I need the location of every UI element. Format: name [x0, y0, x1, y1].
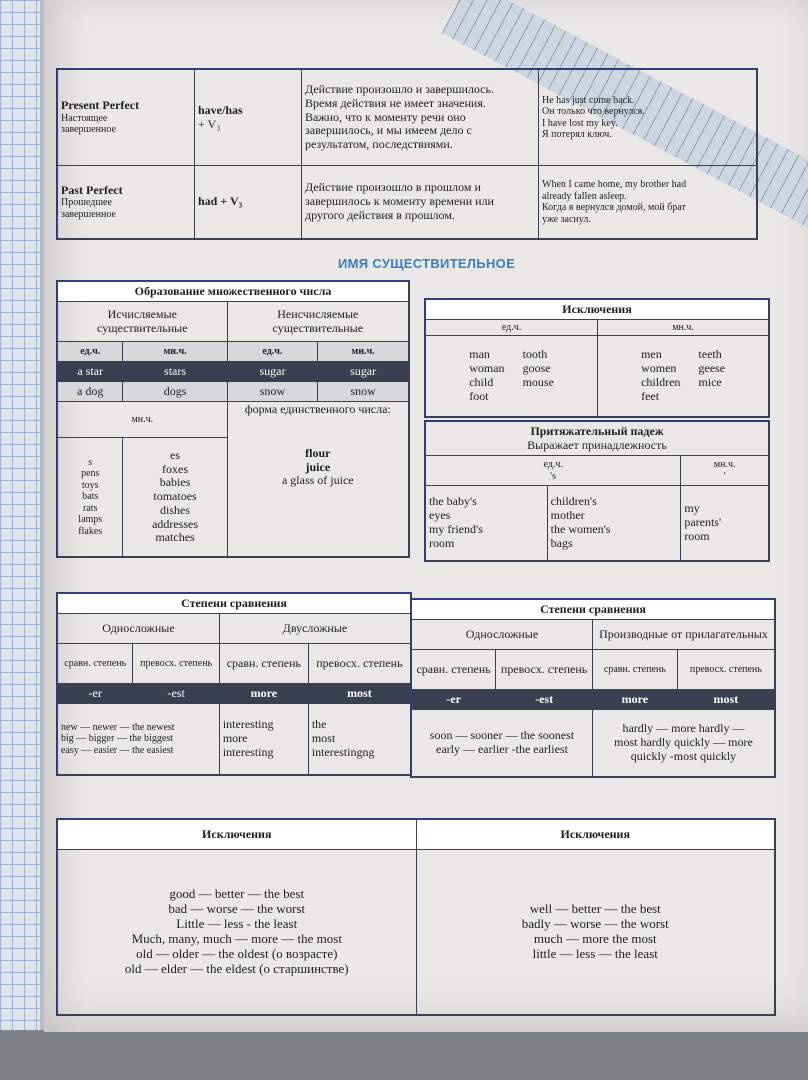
tense-table [56, 68, 758, 240]
example: big — bigger — the biggest [61, 733, 173, 745]
example: interestingng [311, 744, 375, 759]
s-word: lamps [78, 514, 103, 526]
exception-line: bad — worse — the worst [168, 901, 306, 917]
example-line: He has just come back. [542, 94, 635, 106]
suffix: -er [58, 684, 133, 704]
pl-suffix: ' [723, 470, 726, 482]
suffix: more [219, 684, 308, 704]
tense-name-cell [58, 166, 195, 239]
example-line: Он только что вернулся. [542, 106, 645, 117]
word: mouse [522, 375, 554, 389]
cell: sugar [227, 362, 318, 382]
uncount-example: a glass of juice [281, 473, 354, 488]
es-word: addresses [152, 516, 199, 531]
word: room [429, 535, 455, 550]
uncount-cell [227, 402, 408, 557]
possessive-title: Притяжательный падеж [530, 423, 664, 438]
cell: a dog [58, 382, 123, 402]
comparison-title: Степени сравнения [412, 600, 775, 620]
possessive-col [681, 486, 769, 561]
suffix: -est [496, 690, 593, 710]
word: my [684, 501, 700, 516]
cell: sugar [318, 362, 409, 382]
exception-line: good — better — the best [169, 886, 305, 902]
pl-header: мн.ч. [318, 342, 409, 362]
desc-line: завершилось, и мы имеем дело с [305, 123, 472, 138]
adv-exceptions [416, 850, 775, 1015]
di-header: Двусложные [219, 614, 410, 644]
mono-examples [58, 704, 220, 775]
exceptions-title: Исключения [426, 300, 769, 320]
exception-line: old — older — the oldest (о возрасте) [136, 945, 338, 961]
derived-examples [592, 710, 774, 777]
pl-header [681, 456, 769, 486]
es-label: es [170, 447, 181, 462]
example-line: already fallen asleep. [542, 190, 627, 202]
exception-line: much — more the most [533, 931, 657, 946]
tense-formula2: + V₃ [198, 116, 221, 131]
adj-exceptions [58, 850, 417, 1015]
mono-header: Односложные [58, 614, 220, 644]
suffix: most [308, 684, 410, 704]
exceptions-title: Исключения [416, 820, 775, 850]
example-line: When I came home, my brother had [542, 179, 687, 190]
es-word: foxes [162, 461, 189, 476]
countable-header: Исчисляемые существительные [58, 302, 228, 342]
suffix: more [592, 690, 677, 710]
cell: dogs [123, 382, 227, 402]
uncount-example: flour [305, 445, 331, 460]
sup-header: превосх. степень [308, 644, 410, 684]
desc-line: Действие произошло и завершилось. [305, 82, 494, 96]
s-word: toys [81, 479, 99, 491]
cell: stars [123, 362, 227, 382]
comp-header: сравн. степень [592, 650, 677, 690]
section-title: ИМЯ СУЩЕСТВИТЕЛЬНОЕ [338, 256, 516, 271]
sg-header: ед.ч. [227, 342, 318, 362]
plural-title: Образование множественного числа [58, 282, 409, 302]
example: new — newer — the newest [61, 721, 175, 733]
mono-examples [412, 710, 593, 777]
sg-header [426, 456, 681, 486]
s-word: bats [82, 491, 99, 503]
word: geese [698, 361, 726, 376]
tense-ru2: завершенное [61, 124, 116, 136]
example: hardly — more hardly — [622, 721, 745, 736]
desc-line: Время действия не имеет значения. [305, 95, 486, 110]
word: mother [550, 508, 585, 523]
plural-table [56, 280, 410, 558]
sup-header: превосх. степень [677, 650, 774, 690]
possessive-header [426, 422, 769, 456]
tense-desc-cell [302, 70, 539, 166]
sg-exceptions [426, 336, 598, 417]
comp-header: сравн. степень [58, 644, 133, 684]
word: man [469, 347, 490, 362]
example: the [311, 717, 327, 732]
example: soon — sooner — the soonest [429, 728, 575, 743]
example-line: уже заснул. [542, 213, 591, 225]
uncount-example: juice [305, 459, 331, 474]
cell: snow [227, 382, 318, 402]
exceptions-title: Исключения [58, 820, 417, 850]
s-label: s [88, 456, 93, 468]
word: teeth [698, 347, 722, 362]
s-word: flakes [78, 525, 103, 537]
example: early — earlier -the earliest [436, 742, 568, 756]
s-word: rats [83, 502, 98, 514]
derived-header: Производные от прилагательных [592, 620, 774, 650]
example: most hardly quickly — more [614, 735, 753, 750]
adv-comparison-table [410, 598, 776, 778]
word: feet [641, 388, 660, 403]
sg-header: ед.ч. [58, 342, 123, 362]
sg-suffix: 's [550, 470, 556, 482]
desc-line: завершилось к моменту времени или [305, 194, 494, 209]
suffix: most [677, 690, 774, 710]
exception-line: well — better — the best [529, 901, 661, 917]
possessive-col [426, 486, 548, 561]
example-line: I have lost my key. [542, 117, 618, 129]
tense-name: Present Perfect [61, 98, 140, 113]
word: my friend's [429, 522, 483, 536]
example: interesting [222, 717, 274, 732]
exception-line: Much, many, much — more — the most [131, 931, 342, 946]
exception-line: Little — less - the least [176, 916, 298, 932]
comp-header: сравн. степень [219, 644, 308, 684]
possessive-table [424, 420, 770, 562]
tense-ru: Настоящее [61, 112, 108, 124]
word: tooth [522, 347, 548, 362]
exception-line: old — elder — the eldest (о старшинстве) [124, 960, 349, 976]
di-sup-examples [308, 704, 410, 775]
es-word: matches [155, 530, 195, 545]
word: the baby's [429, 494, 477, 509]
mono-header: Односложные [412, 620, 593, 650]
pl-header: мн.ч. [598, 320, 769, 336]
comp-header: сравн. степень [412, 650, 496, 690]
tense-ru: Прошедшее [61, 197, 112, 209]
s-word: pens [81, 468, 100, 480]
tense-formula: had + V₃ [195, 166, 302, 239]
tense-desc-cell [302, 166, 539, 239]
noun-exceptions-table [424, 298, 770, 418]
word: room [684, 528, 710, 543]
uncountable-header: Неисчисляемые существительные [227, 302, 408, 342]
sg-header: ед.ч. [426, 320, 598, 336]
es-column [123, 438, 227, 557]
example: most [311, 731, 336, 746]
desc-line: результатом, последствиями. [305, 137, 453, 152]
word: goose [522, 361, 551, 376]
tense-name: Past Perfect [61, 182, 123, 197]
example-line: Я потерял ключ. [542, 129, 612, 140]
word: the women's [550, 522, 611, 536]
example: quickly -most quickly [630, 748, 737, 763]
tense-name-cell [58, 70, 195, 166]
word: foot [469, 388, 489, 403]
pl-header: мн.ч. [58, 402, 228, 438]
possessive-col [547, 486, 681, 561]
example: easy — easier — the easiest [61, 744, 174, 756]
cell: snow [318, 382, 409, 402]
desc-line: Действие произошло в прошлом и [305, 180, 481, 195]
tense-example-cell [539, 70, 757, 166]
exception-line: little — less — the least [532, 945, 658, 961]
word: mice [698, 375, 722, 389]
word: children [641, 375, 681, 389]
tense-example-cell [539, 166, 757, 239]
sup-header: превосх. степень [496, 650, 593, 690]
possessive-subtitle: Выражает принадлежность [527, 437, 667, 452]
word: men [641, 347, 662, 362]
adj-comparison-table [56, 592, 412, 776]
word: eyes [429, 508, 451, 523]
sup-header: превосх. степень [133, 644, 219, 684]
suffix: -est [133, 684, 219, 704]
pl-label: мн.ч. [713, 459, 736, 470]
tense-formula-cell [195, 70, 302, 166]
word: child [469, 375, 494, 389]
word: parents' [684, 515, 722, 530]
s-column [58, 438, 123, 557]
word: women [641, 361, 677, 376]
exception-line: badly — worse — the worst [521, 916, 669, 932]
form-label: форма единственного числа: [244, 402, 391, 416]
cell: a star [58, 362, 123, 382]
desc-line: другого действия в прошлом. [305, 207, 455, 222]
comparison-title: Степени сравнения [58, 594, 411, 614]
example-line: Когда я вернулся домой, мой брат [542, 202, 686, 213]
word: woman [469, 361, 505, 376]
suffix: -er [412, 690, 496, 710]
pl-header: мн.ч. [123, 342, 227, 362]
example: interesting [222, 744, 274, 759]
es-word: dishes [160, 502, 191, 517]
es-word: tomatoes [153, 489, 197, 504]
desc-line: Важно, что к моменту речи оно [305, 109, 466, 124]
comparison-exceptions-table [56, 818, 776, 1016]
desk-surface [0, 1030, 808, 1080]
sg-label: ед.ч. [543, 459, 563, 470]
tense-formula: have/has [198, 102, 243, 117]
di-comp-examples [219, 704, 308, 775]
word: children's [550, 494, 597, 509]
example: more [222, 731, 248, 746]
pl-exceptions [598, 336, 769, 417]
es-word: babies [159, 475, 191, 490]
tense-ru2: завершенное [61, 208, 116, 220]
word: bags [550, 535, 573, 550]
